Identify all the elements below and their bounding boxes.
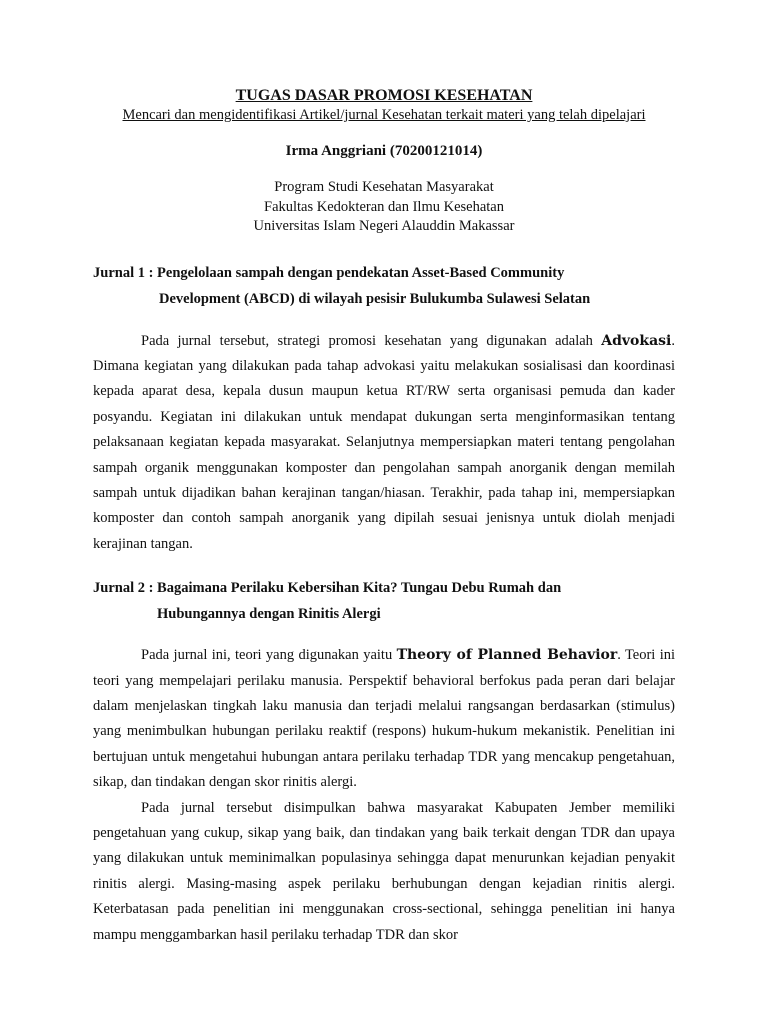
jurnal2-text-rest: . Teori ini teori yang mempelajari perilaku manusia. Perspektif behavioral berfokus pada peran dari belajar dalam menjelaskan tingkah laku manusia dan terjadi melalui rangsangan berdasarkan (stimulus) yang menimbulkan hubungan perilaku reaktif (respons) hukum-hukum mekanistik. Penelitian ini bertujuan untuk mengetahui hubungan antara perilaku terhadap TDR yang mencakup pengetahuan, sikap, dan tindakan dengan skor rinitis alergi. [93, 647, 676, 791]
affiliation-faculty: Fakultas Kedokteran dan Ilmu Kesehatan [264, 198, 504, 215]
jurnal2-heading [93, 575, 675, 627]
document-subtitle: Mencari dan mengidentifikasi Artikel/jurnal Kesehatan terkait materi yang telah dipelajari [122, 107, 646, 123]
jurnal2-text-start: Pada jurnal ini, teori yang digunakan yaitu [141, 647, 397, 664]
jurnal1-text-rest: . Dimana kegiatan yang dilakukan pada tahap advokasi yaitu melakukan sosialisasi dan koordinasi kepada aparat desa, kepala dusun maupun ketua RT/RW serta organisasi pemuda dan kader posyandu. Kegiatan ini dilakukan untuk mendapat dukungan serta menginformasikan tentang pelaksanaan kegiatan kepada masyarakat. Selanjutnya mempersiapkan materi tentang pengolahan sampah organik menggunakan komposter dan pengolahan sampah anorganik dengan memilah sampah untuk dijadikan bahan kerajinan tangan/hiasan. Terakhir, pada tahap ini, mempersiapkan komposter dan contoh sampah anorganik yang dipilah sesuai jenisnya untuk diolah menjadi kerajinan tangan. [93, 332, 675, 552]
jurnal1-heading-line2: Development (ABCD) di wilayah pesisir Bulukumba Sulawesi Selatan [159, 290, 591, 307]
jurnal1-heading [93, 260, 675, 312]
affiliation-block [93, 178, 675, 237]
affiliation-program: Program Studi Kesehatan Masyarakat [274, 179, 494, 195]
jurnal2-heading-line2: Hubungannya dengan Rinitis Alergi [157, 606, 381, 623]
jurnal1-text-start: Pada jurnal tersebut, strategi promosi kesehatan yang digunakan adalah [141, 332, 602, 349]
affiliation-university: Universitas Islam Negeri Alauddin Makassar [253, 218, 515, 234]
author-name: Irma Anggriani (70200121014) [285, 143, 483, 159]
jurnal1-keyword: Advokasi [601, 332, 672, 349]
jurnal1-paragraph [93, 329, 675, 558]
jurnal2-heading-line1: Jurnal 2 : Bagaimana Perilaku Kebersihan Kita? Tungau Debu Rumah dan [93, 580, 562, 597]
jurnal2-paragraph-1 [93, 643, 675, 795]
document-page [93, 86, 675, 948]
jurnal2-keyword: Theory of Planned Behavior [396, 647, 618, 664]
document-title: TUGAS DASAR PROMOSI KESEHATAN [235, 87, 533, 104]
jurnal2-paragraph-2: Pada jurnal tersebut disimpulkan bahwa masyarakat Kabupaten Jember memiliki pengetahuan yang cukup, sikap yang baik, dan tindakan yang baik terkait dengan TDR dan upaya yang dilakukan untuk meminimalkan populasinya sehingga dapat menurunkan kejadian penyakit rinitis alergi. Masing-masing aspek perilaku berhubungan dengan kejadian rinitis alergi. Keterbatasan pada penelitian ini menggunakan cross-sectional, sehingga penelitian ini hanya mampu menggambarkan hasil perilaku terhadap TDR dan skor [93, 799, 675, 943]
jurnal1-heading-line1: Jurnal 1 : Pengelolaan sampah dengan pendekatan Asset-Based Community [93, 264, 565, 281]
